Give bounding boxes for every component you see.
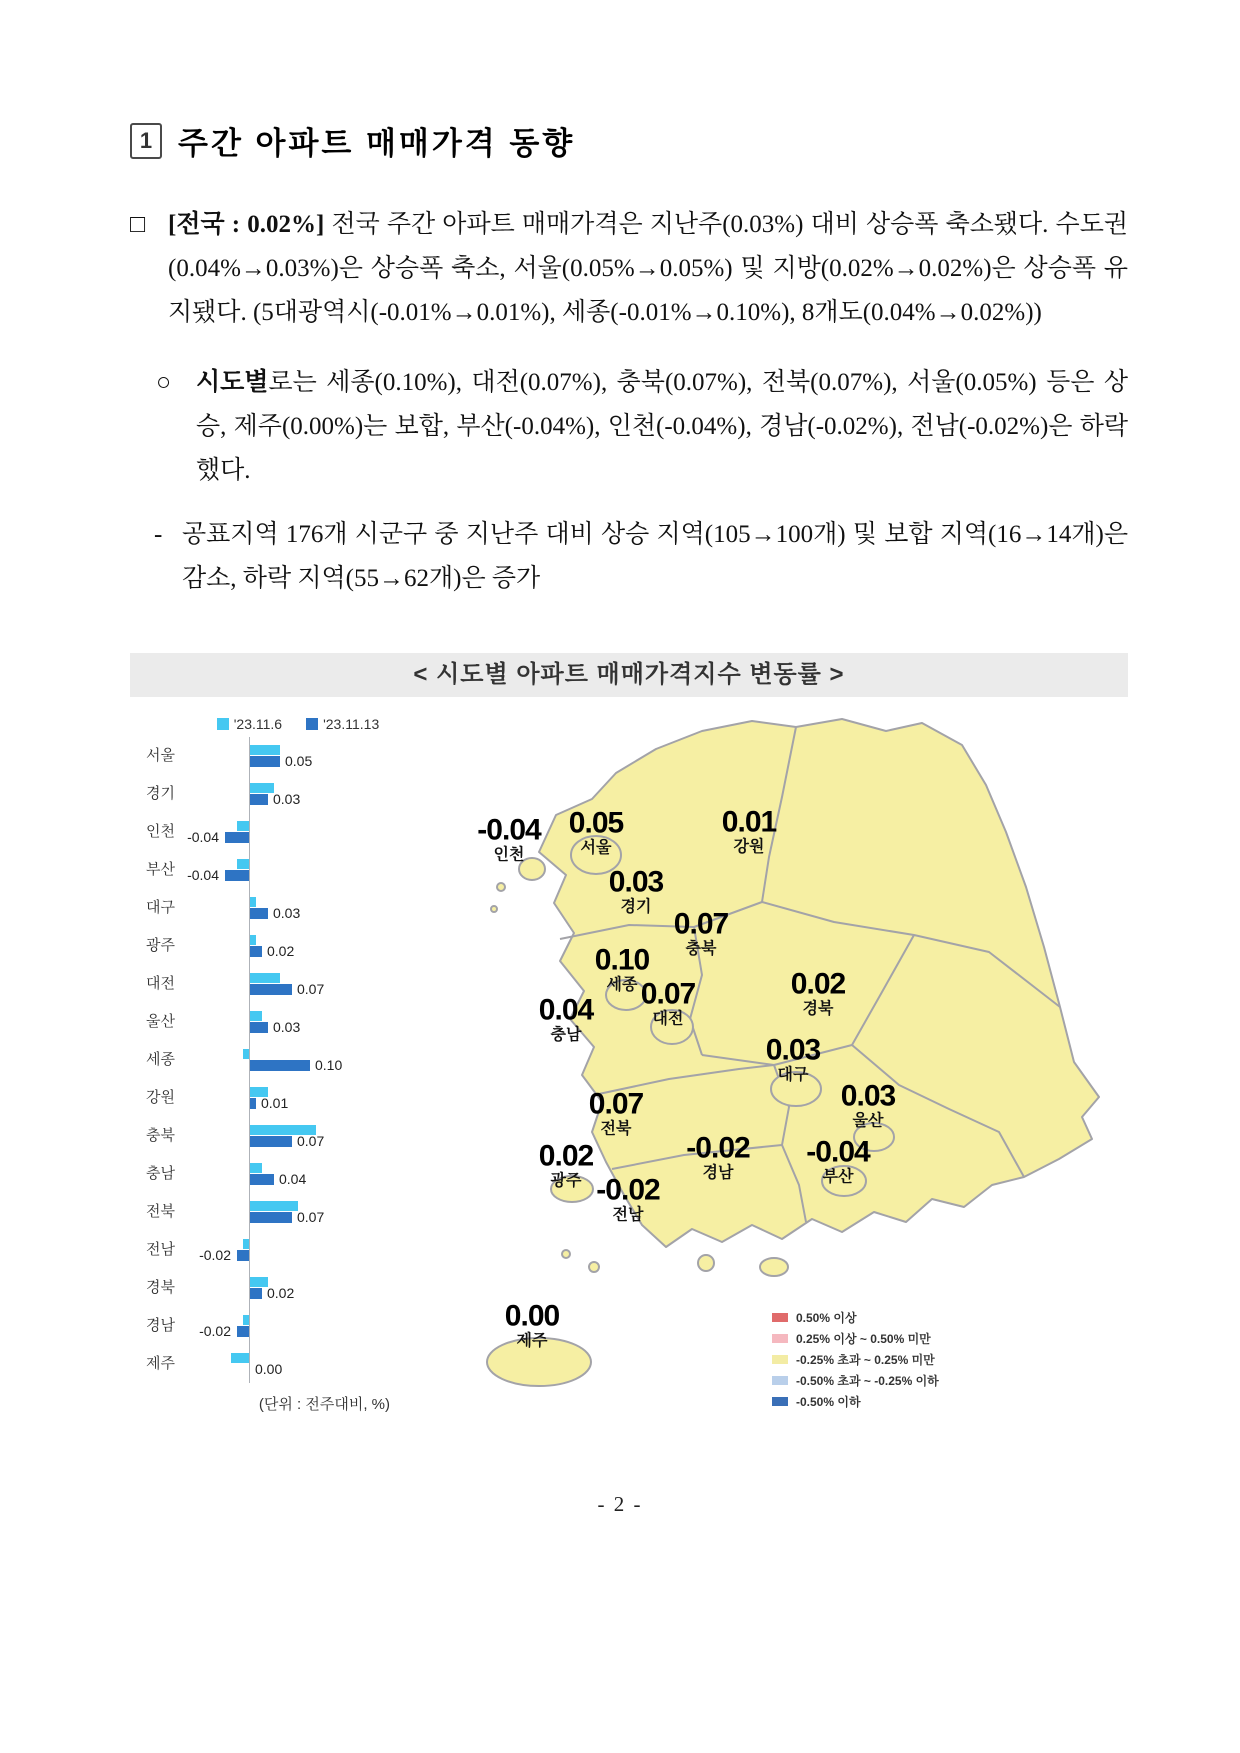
legend-swatch [306, 718, 318, 730]
bar-plot [186, 775, 406, 813]
legend-label: '23.11.13 [323, 716, 380, 732]
bar-series-0 [250, 973, 280, 983]
bar-row [140, 1345, 420, 1383]
bar-series-0 [250, 897, 256, 907]
bar-category-label: 대구 [146, 899, 175, 916]
bar-row [140, 1193, 420, 1231]
bar-series-1 [237, 1326, 249, 1337]
map-legend-row [772, 1372, 939, 1389]
bar-row [140, 965, 420, 1003]
map-legend-label: -0.50% 이하 [796, 1395, 861, 1409]
dash-bullet: - [154, 521, 163, 548]
southwest-island-shape [562, 1250, 570, 1258]
map-legend-row [772, 1309, 939, 1326]
map-legend-row [772, 1393, 939, 1410]
bar-plot [186, 927, 406, 965]
bar-chart [140, 707, 420, 1447]
regional-keyword: 시도별 [196, 369, 269, 396]
bar-series-0 [237, 821, 249, 831]
map-legend-swatch [772, 1334, 788, 1343]
bar-plot [186, 737, 406, 775]
map-legend-swatch [772, 1376, 788, 1385]
map-region-name: 인천 [493, 845, 525, 863]
bar-series-0 [250, 783, 274, 793]
bar-series-1 [250, 794, 268, 805]
map-value: 0.01 [721, 805, 777, 839]
bar-category-label: 대전 [146, 975, 175, 992]
bar-plot [186, 1345, 406, 1383]
bar-row [140, 1231, 420, 1269]
map-legend-label: 0.25% 이상 ~ 0.50% 미만 [796, 1332, 931, 1346]
map-label [806, 1136, 869, 1185]
map-region-name: 대구 [777, 1065, 809, 1083]
bar-category-label: 전남 [146, 1241, 175, 1258]
bar-category-label: 경남 [146, 1317, 175, 1334]
bar-row [140, 813, 420, 851]
map-region-name: 경남 [702, 1163, 734, 1181]
map-region-name: 부산 [822, 1167, 854, 1185]
figure-title: < 시도별 아파트 매매가격지수 변동률 > [130, 653, 1128, 697]
paragraph-regional-text: 로는 세종(0.10%), 대전(0.07%), 충북(0.07%), 전북(0.07%), 서울(0.05%) 등은 상승, 제주(0.00%)는 보합, 부산(-0.04%), 인천(-0.04%), 경남(-0.02%), 전남(-0.02%)은 하락했다. [196, 369, 1128, 484]
legend-swatch [217, 718, 229, 730]
square-bullet: □ [130, 211, 146, 238]
map-value: 0.07 [673, 907, 729, 941]
map-legend-row [772, 1330, 939, 1347]
bar-plot [186, 1003, 406, 1041]
map-region-name: 광주 [550, 1171, 582, 1189]
bar-series-1 [250, 1022, 268, 1033]
bar-plot [186, 965, 406, 1003]
map-region-name: 제주 [516, 1331, 548, 1349]
chart-legend [140, 711, 420, 737]
map-region-name: 강원 [733, 837, 765, 855]
map-label [686, 1132, 749, 1181]
section-number-box: 1 [130, 123, 162, 159]
map-value: -0.04 [477, 813, 541, 847]
bar-series-0 [243, 1315, 249, 1325]
map-value: -0.02 [596, 1173, 660, 1207]
bar-plot [186, 851, 406, 889]
figure-price-index [130, 653, 1128, 1447]
paragraph-districts [130, 513, 1128, 601]
map-label [841, 1080, 895, 1129]
map-label [589, 1088, 643, 1137]
bar-series-1 [250, 1288, 262, 1299]
paragraph-districts-text: 공표지역 176개 시군구 중 지난주 대비 상승 지역(105→100개) 및 보합 지역(16→14개)은 감소, 하락 지역(55→62개)은 증가 [182, 521, 1128, 592]
bar-series-1 [250, 908, 268, 919]
map-value: -0.04 [806, 1135, 870, 1169]
south-island-shape [760, 1258, 788, 1276]
figure-body [130, 707, 1128, 1447]
map-label [766, 1034, 820, 1083]
bar-value-label: 0.04 [279, 1171, 307, 1187]
bar-value-label: -0.02 [199, 1323, 231, 1339]
bar-category-label: 전북 [146, 1203, 175, 1220]
west-island-shape [491, 906, 497, 912]
map-value: 0.02 [790, 967, 846, 1001]
bar-category-label: 인천 [146, 823, 175, 840]
bar-series-0 [250, 1011, 262, 1021]
bar-category-label: 부산 [146, 861, 175, 878]
bar-value-label: 0.02 [267, 1285, 295, 1301]
map-value: 0.03 [840, 1079, 896, 1113]
bar-category-label: 경북 [146, 1279, 175, 1296]
bar-row [140, 1307, 420, 1345]
bar-plot [186, 1307, 406, 1345]
map-value: 0.05 [568, 806, 624, 840]
bar-plot [186, 1079, 406, 1117]
map-legend-swatch [772, 1313, 788, 1322]
bar-row [140, 1079, 420, 1117]
bar-row [140, 1269, 420, 1307]
bar-series-0 [250, 1163, 262, 1173]
circle-bullet: ○ [156, 369, 172, 396]
bar-plot [186, 813, 406, 851]
bar-series-1 [250, 756, 280, 767]
bar-value-label: 0.03 [273, 791, 301, 807]
bar-chart-rows [140, 737, 420, 1383]
map-legend-label: -0.25% 초과 ~ 0.25% 미만 [796, 1353, 935, 1367]
bar-series-1 [225, 832, 249, 843]
map-legend-swatch [772, 1355, 788, 1364]
map-label [569, 807, 623, 856]
bar-value-label: 0.03 [273, 905, 301, 921]
bar-value-label: -0.04 [187, 829, 219, 845]
map-region-name: 서울 [580, 838, 612, 856]
map-region-name: 대전 [652, 1009, 684, 1027]
bar-series-1 [250, 1060, 310, 1071]
map-value: 0.04 [538, 993, 594, 1027]
bar-value-label: 0.05 [285, 753, 313, 769]
bar-row [140, 889, 420, 927]
bar-category-label: 세종 [146, 1051, 175, 1068]
map-region-name: 세종 [606, 975, 638, 993]
map-label [609, 866, 663, 915]
bar-series-0 [250, 1201, 298, 1211]
bar-value-label: 0.07 [297, 1133, 325, 1149]
bar-plot [186, 1117, 406, 1155]
bar-value-label: 0.02 [267, 943, 295, 959]
bar-series-1 [237, 1250, 249, 1261]
bar-series-1 [225, 870, 249, 881]
national-rate-label: [전국 : 0.02%] [168, 211, 325, 238]
bar-category-label: 경기 [146, 785, 175, 802]
bar-series-1 [250, 946, 262, 957]
bar-category-label: 충남 [146, 1165, 175, 1182]
bar-row [140, 851, 420, 889]
bar-value-label: 0.07 [297, 981, 325, 997]
map-label [674, 908, 728, 957]
bar-series-1 [250, 1098, 256, 1109]
map-label [596, 1174, 659, 1223]
map-value: -0.02 [686, 1131, 750, 1165]
bar-category-label: 서울 [146, 747, 175, 764]
west-island-shape [497, 883, 505, 891]
map-label [539, 994, 593, 1043]
bar-value-label: -0.04 [187, 867, 219, 883]
map-value: 0.03 [608, 865, 664, 899]
bar-category-label: 제주 [146, 1355, 175, 1372]
bar-value-label: -0.02 [199, 1247, 231, 1263]
map-region-name: 충북 [685, 939, 717, 957]
bar-series-0 [231, 1353, 249, 1363]
map-region-name: 경북 [802, 999, 834, 1017]
bar-value-label: 0.01 [261, 1095, 289, 1111]
bar-category-label: 강원 [146, 1089, 175, 1106]
map-legend-swatch [772, 1397, 788, 1406]
map-region-name: 전북 [600, 1119, 632, 1137]
map-legend [772, 1309, 939, 1410]
bar-plot [186, 1041, 406, 1079]
bar-row [140, 927, 420, 965]
korea-map [444, 707, 1104, 1447]
bar-row [140, 1041, 420, 1079]
map-value: 0.03 [765, 1033, 821, 1067]
map-label [505, 1300, 559, 1349]
bar-series-0 [243, 1049, 249, 1059]
bar-row [140, 1117, 420, 1155]
section-title: 주간 아파트 매매가격 동향 [178, 126, 576, 161]
paragraph-national [130, 203, 1128, 335]
legend-item-curr [306, 716, 379, 732]
bar-series-1 [250, 1174, 274, 1185]
bar-series-1 [250, 1136, 292, 1147]
bar-value-label: 0.10 [315, 1057, 343, 1073]
bar-value-label: 0.07 [297, 1209, 325, 1225]
map-value: 0.07 [588, 1087, 644, 1121]
bar-plot [186, 1193, 406, 1231]
south-island-shape [698, 1255, 714, 1271]
map-value: 0.00 [504, 1299, 560, 1333]
southwest-island-shape [589, 1262, 599, 1272]
map-value: 0.02 [538, 1139, 594, 1173]
map-legend-label: -0.50% 초과 ~ -0.25% 이하 [796, 1374, 939, 1388]
map-value: 0.07 [640, 977, 696, 1011]
bar-value-label: 0.03 [273, 1019, 301, 1035]
bar-row [140, 737, 420, 775]
bar-series-0 [237, 859, 249, 869]
bar-row [140, 1003, 420, 1041]
bar-plot [186, 889, 406, 927]
map-region-name: 전남 [612, 1205, 644, 1223]
unit-note: (단위 : 전주대비, %) [258, 1396, 390, 1413]
legend-item-prev [217, 716, 282, 732]
bar-series-0 [250, 1277, 268, 1287]
bar-series-0 [250, 745, 280, 755]
bar-category-label: 충북 [146, 1127, 175, 1144]
bar-series-0 [250, 935, 256, 945]
map-region-name: 충남 [550, 1025, 582, 1043]
map-label [477, 814, 540, 863]
map-label [791, 968, 845, 1017]
map-region-name: 경기 [620, 897, 652, 915]
map-region-name: 울산 [852, 1111, 884, 1129]
map-legend-label: 0.50% 이상 [796, 1311, 857, 1325]
bar-category-label: 울산 [146, 1013, 175, 1030]
bar-plot [186, 1269, 406, 1307]
bar-row [140, 775, 420, 813]
bar-value-label: 0.00 [255, 1361, 283, 1377]
map-value: 0.10 [594, 943, 650, 977]
bar-series-1 [250, 984, 292, 995]
map-legend-row [772, 1351, 939, 1368]
map-label [539, 1140, 593, 1189]
map-label [722, 806, 776, 855]
bar-row [140, 1155, 420, 1193]
bar-category-label: 광주 [146, 937, 175, 954]
map-label [641, 978, 695, 1027]
bar-plot [186, 1155, 406, 1193]
section-heading [130, 118, 1128, 163]
bar-series-0 [243, 1239, 249, 1249]
legend-label: '23.11.6 [233, 716, 283, 732]
paragraph-national-text: 전국 주간 아파트 매매가격은 지난주(0.03%) 대비 상승폭 축소됐다. 수도권(0.04%→0.03%)은 상승폭 축소, 서울(0.05%→0.05%) 및 지방(0.02%→0.02%)은 상승폭 유지됐다. (5대광역시(-0.01%→0.01%), 세종(-0.01%→0.10%), 8개도(0.04%→0.02%)) [168, 211, 1129, 326]
bar-series-1 [250, 1212, 292, 1223]
page-number: - 2 - [597, 1492, 643, 1516]
paragraph-regional [130, 361, 1128, 493]
bar-plot [186, 1231, 406, 1269]
